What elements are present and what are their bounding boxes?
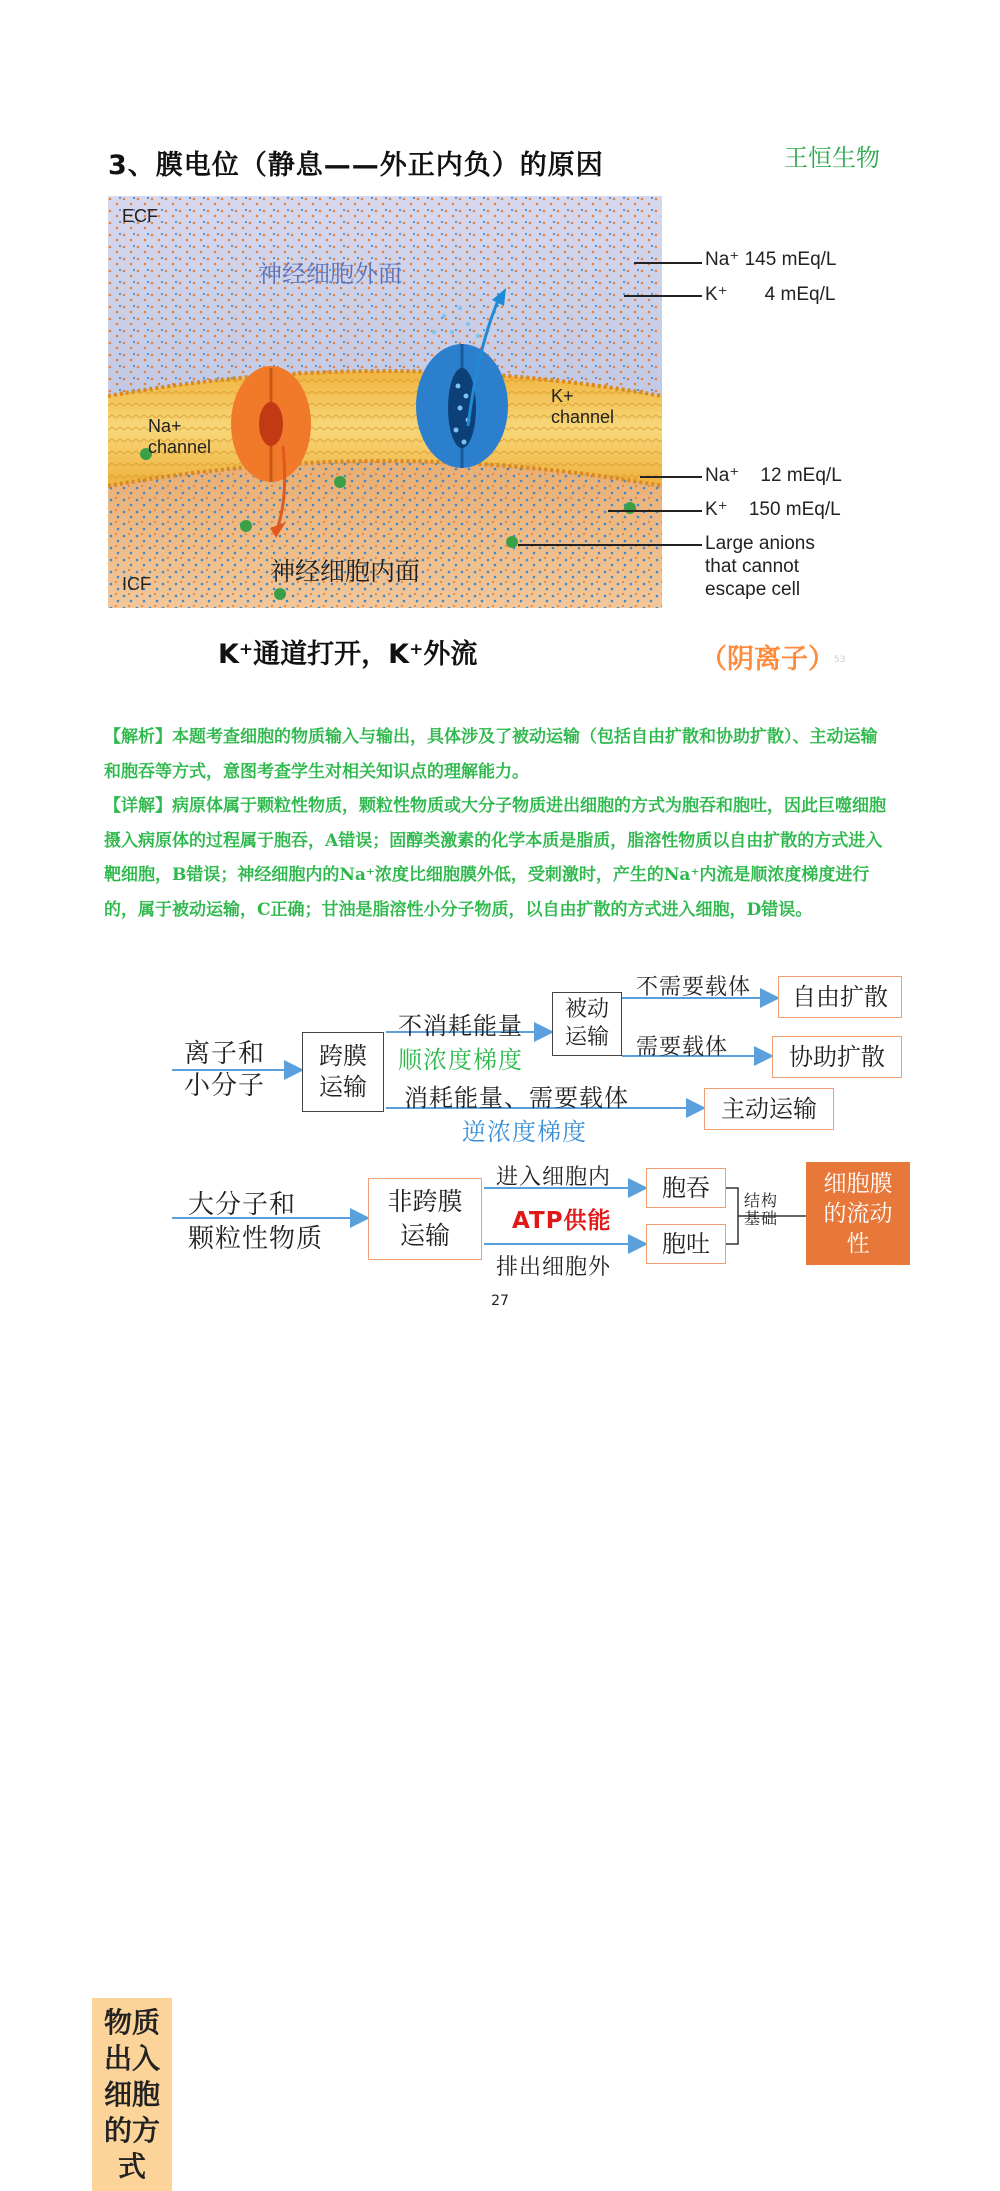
structural-basis-line-1: 结构 — [744, 1191, 779, 1210]
membrane-figure — [108, 196, 662, 608]
outside-k-value: K⁺ 4 mEq/L — [705, 284, 836, 305]
anions-line-2: that cannot — [705, 556, 800, 577]
slide-number: 53 — [834, 655, 846, 665]
ion-small-label — [184, 1038, 265, 1102]
non-transmembrane-line-1: 非跨膜 — [387, 1187, 463, 1216]
inside-k-value: K⁺ 150 mEq/L — [705, 499, 841, 520]
na-channel-label — [148, 416, 211, 458]
atp-label: ATP供能 — [512, 1208, 612, 1234]
anions-line-1: Large anions — [705, 533, 815, 554]
analysis-paragraph: 【解析】本题考查细胞的物质输入与输出，具体涉及了被动运输（包括自由扩散和协助扩散）、主动运输和胞吞等方式，意图考查学生对相关知识点的理解能力。 — [104, 727, 878, 782]
figure-caption: K⁺通道打开，K⁺外流 — [218, 639, 478, 670]
active-transport-box: 主动运输 — [704, 1088, 834, 1130]
anion-note: （阴离子） — [700, 644, 835, 675]
non-transmembrane-line-2: 运输 — [399, 1221, 450, 1250]
outside-k-pointer — [624, 295, 702, 297]
no-carrier-label: 不需要载体 — [636, 975, 752, 1000]
non-transmembrane-box — [368, 1178, 482, 1260]
inside-cell-label: 神经细胞内面 — [270, 557, 421, 586]
structural-basis-label — [744, 1192, 778, 1228]
start-box: 物质出入细胞的方式 — [92, 1998, 172, 2191]
k-channel-label — [551, 386, 614, 428]
passive-line-2: 运输 — [564, 1025, 609, 1050]
transmembrane-line-2: 运输 — [319, 1073, 367, 1101]
free-diffusion-box: 自由扩散 — [778, 976, 902, 1018]
brand-label: 王恒生物 — [784, 144, 880, 172]
up-gradient-label: 逆浓度梯度 — [462, 1118, 587, 1146]
passive-box — [552, 992, 622, 1056]
ecf-label: ECF — [122, 206, 158, 226]
large-anions-note — [705, 532, 815, 601]
section-title: 3、膜电位（静息——外正内负）的原因 — [108, 150, 604, 181]
analysis-text — [104, 720, 894, 927]
outside-na-value: Na⁺ 145 mEq/L — [705, 249, 837, 270]
k-channel-ion: K+ — [551, 386, 574, 406]
membrane-fluidity-box: 细胞膜的流动性 — [806, 1162, 910, 1265]
macro-line-1: 大分子和 — [188, 1190, 297, 1220]
na-channel-ion: Na+ — [148, 416, 182, 436]
detail-paragraph: 【详解】病原体属于颗粒性物质，颗粒性物质或大分子物质进出细胞的方式为胞吞和胞吐，因此巨噬细胞摄入病原体的过程属于胞吞，A错误；固醇类激素的化学本质是脂质，脂溶性物质以自由扩散的方式进入靶细胞，B错误；神经细胞内的Na⁺浓度比细胞膜外低，受刺激时，产生的Na⁺内流是顺浓度梯度进行的，属于被动运输，C正确；甘油是脂溶性小分子物质，以自由扩散的方式进入细胞，D错误。 — [104, 796, 886, 920]
facilitated-diffusion-box: 协助扩散 — [772, 1036, 902, 1078]
outside-cell-label: 神经细胞外面 — [258, 260, 402, 288]
k-channel-word: channel — [551, 407, 615, 427]
anions-line-3: escape cell — [705, 579, 801, 600]
na-channel-word: channel — [148, 437, 212, 457]
inside-na-value: Na⁺ 12 mEq/L — [705, 465, 842, 486]
ion-small-line-2: 小分子 — [184, 1071, 266, 1101]
into-cell-label: 进入细胞内 — [496, 1165, 612, 1190]
energy-carrier-label: 消耗能量、需要载体 — [404, 1084, 629, 1112]
exocytosis-box: 胞吐 — [646, 1224, 726, 1264]
ion-small-line-1: 离子和 — [184, 1039, 266, 1069]
transmembrane-box — [302, 1032, 384, 1112]
inside-na-pointer — [640, 476, 702, 478]
inside-k-pointer — [608, 510, 702, 512]
no-energy-label: 不消耗能量 — [398, 1012, 523, 1040]
page-number: 27 — [491, 1293, 509, 1309]
endocytosis-box: 胞吞 — [646, 1168, 726, 1208]
passive-line-1: 被动 — [564, 997, 609, 1022]
anions-pointer — [518, 544, 702, 546]
icf-label: ICF — [122, 574, 151, 594]
macro-line-2: 颗粒性物质 — [188, 1224, 324, 1254]
down-gradient-label: 顺浓度梯度 — [398, 1046, 523, 1074]
structural-basis-line-2: 基础 — [744, 1209, 779, 1228]
outside-na-pointer — [634, 262, 702, 264]
out-cell-label: 排出细胞外 — [496, 1255, 612, 1280]
macro-label — [188, 1188, 323, 1256]
need-carrier-label: 需要载体 — [636, 1035, 729, 1060]
transmembrane-line-1: 跨膜 — [319, 1042, 367, 1070]
